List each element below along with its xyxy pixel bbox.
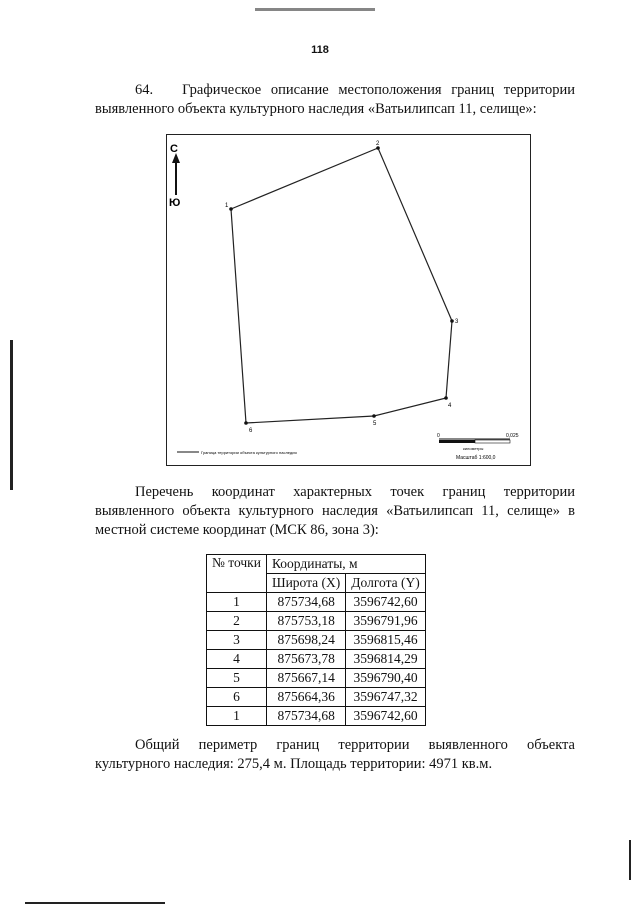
longitude-cell: 3596742,60 xyxy=(346,593,425,612)
point-number-cell: 2 xyxy=(207,612,267,631)
latitude-cell: 875734,68 xyxy=(266,707,345,726)
latitude-cell: 875753,18 xyxy=(266,612,345,631)
longitude-cell: 3596790,40 xyxy=(346,669,425,688)
longitude-cell: 3596791,96 xyxy=(346,612,425,631)
point-number-cell: 1 xyxy=(207,593,267,612)
coordinates-intro: Перечень координат характерных точек границ территории выявленного объекта культурного наследия «Ватьилипсап 11, селище» в местной системе координат (МСК 86, зона 3): xyxy=(95,484,575,538)
column-header-latitude: Широта (X) xyxy=(266,574,345,593)
table-row xyxy=(207,707,426,726)
boundary-point-marker xyxy=(372,414,376,418)
table-row xyxy=(207,669,426,688)
latitude-cell: 875673,78 xyxy=(266,650,345,669)
table-row xyxy=(207,612,426,631)
scale-ratio-label: Масштаб 1:600,0 xyxy=(456,455,496,461)
scan-artifact-bottom xyxy=(25,902,165,904)
latitude-cell: 875667,14 xyxy=(266,669,345,688)
table-row xyxy=(207,631,426,650)
map-legend xyxy=(177,450,297,455)
scale-end-label: 0,025 xyxy=(506,433,519,439)
boundary-point-label: 3 xyxy=(455,319,459,325)
boundary-point-marker xyxy=(229,207,233,211)
longitude-cell: 3596814,29 xyxy=(346,650,425,669)
boundary-point-marker xyxy=(450,319,454,323)
latitude-cell: 875734,68 xyxy=(266,593,345,612)
boundary-map xyxy=(166,134,531,466)
point-number-cell: 3 xyxy=(207,631,267,650)
scan-artifact-top xyxy=(255,8,375,11)
longitude-cell: 3596747,32 xyxy=(346,688,425,707)
point-number-cell: 1 xyxy=(207,707,267,726)
compass-north-label: С xyxy=(170,143,178,155)
boundary-polygon xyxy=(231,148,452,423)
table-row xyxy=(207,650,426,669)
point-markers xyxy=(225,141,459,434)
table-row xyxy=(207,593,426,612)
table-header-row xyxy=(207,555,426,574)
coordinates-table xyxy=(206,554,426,726)
point-number-cell: 6 xyxy=(207,688,267,707)
boundary-point-label: 4 xyxy=(448,403,452,409)
column-header-longitude: Долгота (Y) xyxy=(346,574,425,593)
table-body xyxy=(207,593,426,726)
scale-units-label: километры xyxy=(463,446,484,451)
column-header-point: № точки xyxy=(207,555,267,593)
north-arrow-icon xyxy=(172,153,180,195)
latitude-cell: 875698,24 xyxy=(266,631,345,650)
longitude-cell: 3596815,46 xyxy=(346,631,425,650)
latitude-cell: 875664,36 xyxy=(266,688,345,707)
compass-south-label: Ю xyxy=(169,197,181,209)
scan-artifact-left xyxy=(10,340,13,490)
boundary-point-label: 1 xyxy=(225,203,229,209)
page-number: 118 xyxy=(311,44,329,56)
scan-artifact-right xyxy=(629,840,631,880)
boundary-point-label: 2 xyxy=(376,141,380,147)
boundary-point-label: 6 xyxy=(249,428,253,434)
map-canvas xyxy=(167,135,532,467)
boundary-point-label: 5 xyxy=(373,421,377,427)
boundary-point-marker xyxy=(244,421,248,425)
summary-text: Общий периметр границ территории выявленного объекта культурного наследия: 275,4 м. Площадь территории: 4971 кв.м. xyxy=(95,737,575,772)
point-number-cell: 4 xyxy=(207,650,267,669)
scale-bar xyxy=(437,433,519,461)
table-row xyxy=(207,688,426,707)
column-header-coordinates: Координаты, м xyxy=(266,555,425,574)
longitude-cell: 3596742,60 xyxy=(346,707,425,726)
point-number-cell: 5 xyxy=(207,669,267,688)
legend-label: Граница территории объекта культурного наследия xyxy=(201,450,297,455)
boundary-point-marker xyxy=(444,396,448,400)
section-heading: 64. Графическое описание местоположения границ территории выявленного объекта культурного наследия «Ватьилипсап 11, селище»: xyxy=(95,82,575,117)
scale-start-label: 0 xyxy=(437,433,440,439)
